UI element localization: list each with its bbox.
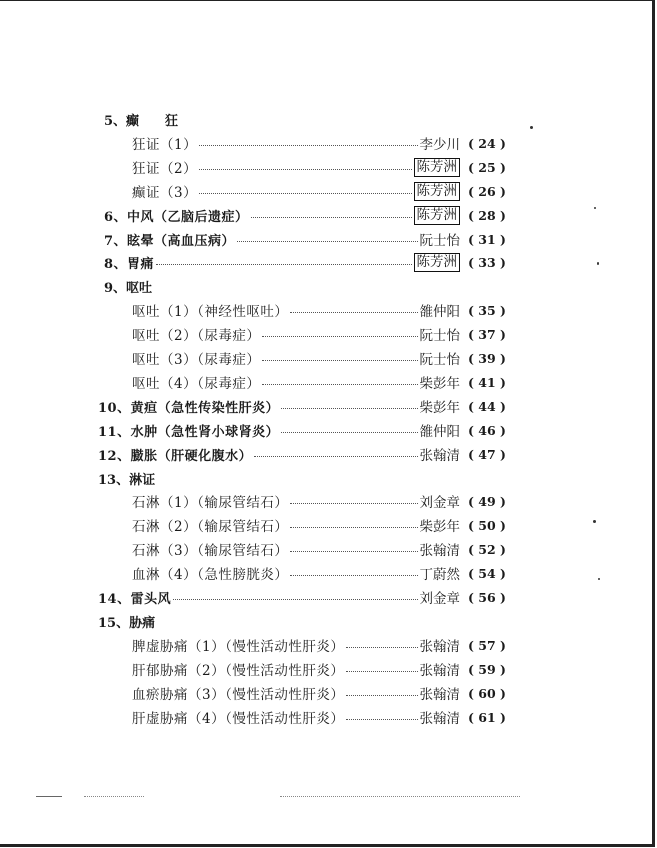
author-name: 柴彭年	[419, 400, 460, 416]
author-name: 张翰清	[419, 687, 460, 703]
author-name-boxed: 陈芳洲	[414, 253, 461, 272]
section-number: 13、	[98, 472, 130, 488]
section-title: 癫 狂	[126, 113, 179, 129]
author-name-boxed: 陈芳洲	[414, 158, 461, 177]
page-number: ( 33 )	[468, 254, 506, 270]
dot-leader	[290, 574, 417, 576]
entry-title: 石淋（3）（输尿管结石）	[132, 543, 289, 559]
section-heading	[104, 108, 178, 130]
entry-title	[98, 421, 279, 440]
author-name: 柴彭年	[419, 376, 460, 392]
page-number: ( 56 )	[468, 589, 506, 605]
toc-subentry	[132, 371, 530, 393]
toc-section-entry	[104, 251, 530, 273]
author-name: 张翰清	[419, 543, 460, 559]
entry-title: 石淋（2）（输尿管结石）	[132, 519, 289, 535]
dot-leader	[251, 216, 412, 218]
toc-subentry	[132, 562, 530, 584]
scan-speck	[594, 207, 596, 209]
page-number: ( 59 )	[468, 661, 506, 677]
page-number: ( 39 )	[468, 350, 506, 366]
page-number: ( 25 )	[468, 159, 506, 175]
page-number: ( 46 )	[468, 422, 506, 438]
entry-title: 狂证（1）	[132, 137, 198, 153]
section-title: 水肿（急性肾小球肾炎）	[130, 424, 280, 440]
author-name: 阮士怡	[419, 328, 460, 344]
author-name: 雒仲阳	[419, 424, 460, 440]
toc-subentry	[132, 347, 530, 369]
section-number: 12、	[98, 448, 131, 464]
entry-title: 呕吐（3）（尿毒症）	[132, 352, 261, 368]
dot-leader	[199, 144, 417, 146]
toc-subentry	[132, 634, 530, 656]
toc-subentry	[132, 180, 530, 202]
entry-title: 狂证（2）	[132, 161, 198, 177]
entry-title: 肝郁胁痛（2）（慢性活动性肝炎）	[132, 663, 345, 679]
author-name: 张翰清	[419, 663, 460, 679]
section-number: 14、	[98, 591, 131, 607]
dot-leader	[290, 502, 417, 504]
entry-title: 呕吐（4）（尿毒症）	[132, 376, 261, 392]
toc-subentry	[132, 132, 530, 154]
toc-subentry	[132, 323, 530, 345]
author-name: 张翰清	[419, 448, 460, 464]
section-number: 7、	[104, 233, 128, 249]
dot-leader	[173, 598, 417, 600]
entry-title: 呕吐（1）（神经性呕吐）	[132, 304, 289, 320]
section-title: 眩晕（高血压病）	[127, 233, 236, 249]
entry-title	[98, 588, 171, 607]
page-number: ( 26 )	[468, 183, 506, 199]
dot-leader	[346, 718, 417, 720]
section-number: 10、	[98, 400, 131, 416]
page-number: ( 49 )	[468, 493, 506, 509]
dot-leader	[290, 526, 417, 528]
dot-leader	[199, 168, 411, 170]
entry-title: 癫证（3）	[132, 185, 198, 201]
dot-leader	[237, 240, 417, 242]
section-title: 胃痛	[127, 256, 155, 272]
section-title: 中风（乙脑后遗症）	[127, 209, 249, 225]
toc-section-entry	[98, 586, 530, 608]
section-title: 黄疸（急性传染性肝炎）	[130, 400, 280, 416]
section-number: 11、	[98, 424, 131, 440]
entry-title	[98, 397, 279, 416]
toc-section-entry	[98, 419, 530, 441]
section-number: 9、	[104, 280, 127, 296]
dot-leader	[262, 335, 417, 337]
entry-title: 石淋（1）（输尿管结石）	[132, 495, 289, 511]
page-number: ( 52 )	[468, 541, 506, 557]
entry-title: 血淋（4）（急性膀胱炎）	[132, 567, 289, 583]
entry-title: 肝虚胁痛（4）（慢性活动性肝炎）	[132, 711, 345, 727]
page-number: ( 60 )	[468, 685, 506, 701]
entry-title	[104, 206, 249, 225]
footer-smudge	[36, 796, 62, 797]
author-name: 张翰清	[419, 639, 460, 655]
toc-section-entry	[98, 395, 530, 417]
dot-leader	[346, 646, 417, 648]
entry-title: 血瘀胁痛（3）（慢性活动性肝炎）	[132, 687, 345, 703]
author-name: 刘金章	[419, 591, 460, 607]
toc-section-entry	[104, 204, 530, 226]
scan-speck	[593, 520, 596, 523]
page-number: ( 44 )	[468, 398, 506, 414]
author-name-boxed: 陈芳洲	[414, 182, 461, 201]
author-name: 雒仲阳	[419, 304, 460, 320]
author-name: 李少川	[419, 137, 460, 153]
section-heading	[98, 610, 155, 632]
dot-leader	[290, 311, 417, 313]
dot-leader	[262, 383, 417, 385]
page-number: ( 24 )	[468, 135, 506, 151]
page-number: ( 61 )	[468, 709, 506, 725]
section-number: 15、	[98, 615, 130, 631]
page-number: ( 41 )	[468, 374, 506, 390]
section-number: 6、	[104, 209, 128, 225]
section-number: 5、	[104, 113, 127, 129]
toc-subentry	[132, 538, 530, 560]
dot-leader	[346, 694, 417, 696]
scan-speck	[530, 126, 533, 129]
author-name: 丁蔚然	[419, 567, 460, 583]
dot-leader	[281, 407, 417, 409]
entry-title	[104, 230, 235, 249]
page-number: ( 28 )	[468, 207, 506, 223]
dot-leader	[290, 550, 417, 552]
section-title: 胁痛	[129, 615, 156, 631]
page-number: ( 50 )	[468, 517, 506, 533]
author-name: 柴彭年	[419, 519, 460, 535]
scan-speck	[597, 262, 599, 265]
toc-subentry	[132, 514, 530, 536]
page-number: ( 37 )	[468, 326, 506, 342]
author-name: 阮士怡	[419, 233, 460, 249]
entry-title: 脾虚胁痛（1）（慢性活动性肝炎）	[132, 639, 345, 655]
author-name-boxed: 陈芳洲	[414, 206, 461, 225]
section-title: 臌胀（肝硬化腹水）	[130, 448, 253, 464]
section-title: 雷头风	[130, 591, 172, 607]
page-number: ( 31 )	[468, 231, 506, 247]
section-number: 8、	[104, 256, 128, 272]
dot-leader	[199, 192, 411, 194]
author-name: 阮士怡	[419, 352, 460, 368]
toc-section-entry	[104, 228, 530, 250]
dot-leader	[281, 431, 417, 433]
dot-leader	[346, 670, 417, 672]
dot-leader	[262, 359, 417, 361]
toc-subentry	[132, 156, 530, 178]
page-number: ( 35 )	[468, 302, 506, 318]
footer-smudge	[280, 796, 520, 797]
toc-section-entry	[98, 443, 530, 465]
section-heading	[98, 467, 155, 489]
scan-speck	[598, 578, 600, 580]
toc-subentry	[132, 299, 530, 321]
dot-leader	[254, 455, 417, 457]
entry-title	[104, 253, 154, 272]
section-heading	[104, 275, 152, 297]
page-number: ( 57 )	[468, 637, 506, 653]
entry-title	[98, 445, 252, 464]
page-number: ( 54 )	[468, 565, 506, 581]
author-name: 刘金章	[419, 495, 460, 511]
toc-subentry	[132, 490, 530, 512]
page-number: ( 47 )	[468, 446, 506, 462]
section-title: 呕吐	[126, 280, 153, 296]
toc-subentry	[132, 658, 530, 680]
section-title: 淋证	[129, 472, 156, 488]
author-name: 张翰清	[419, 711, 460, 727]
footer-smudge	[84, 796, 144, 797]
entry-title: 呕吐（2）（尿毒症）	[132, 328, 261, 344]
dot-leader	[156, 263, 411, 265]
toc-subentry	[132, 706, 530, 728]
toc-subentry	[132, 682, 530, 704]
